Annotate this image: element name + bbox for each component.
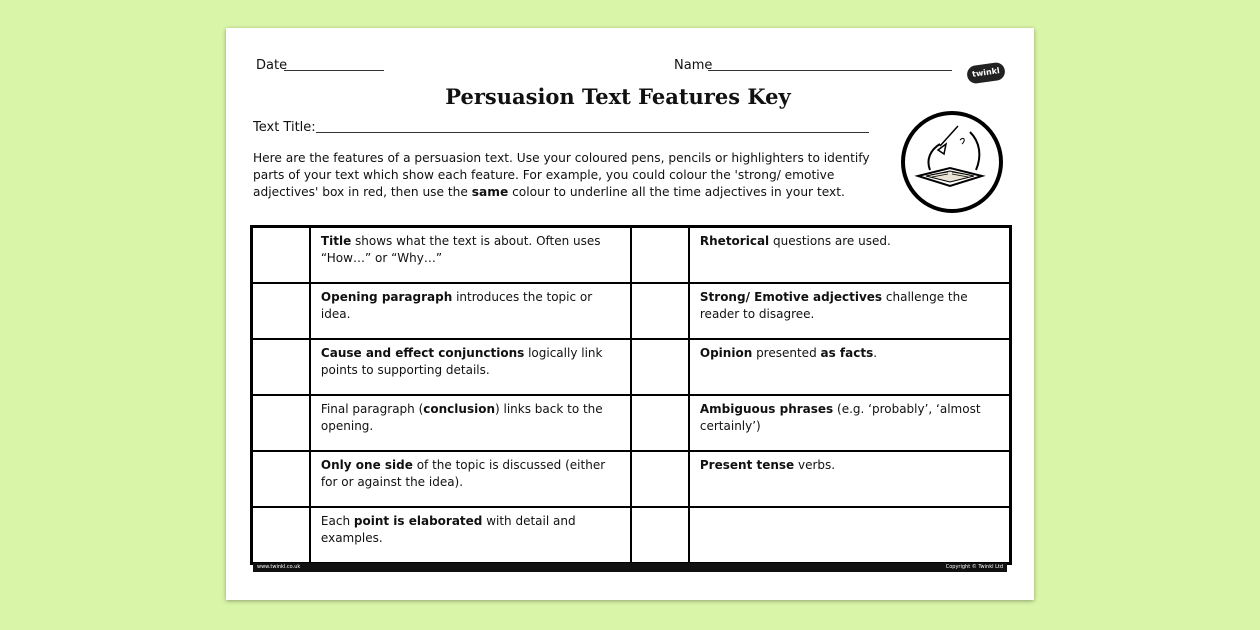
feature-cell: Opinion presented as facts.	[689, 339, 1011, 395]
feature-cell: Each point is elaborated with detail and examples.	[310, 507, 631, 564]
name-line	[708, 70, 952, 71]
twinkl-logo: twinkl	[966, 61, 1006, 84]
intro-paragraph: Here are the features of a persuasion text. Use your coloured pens, pencils or highlighters to identify parts of your text which show each feature. For example, you could colour the 'strong/ emotive adjectives' box in red, then use the same colour to underline all the time adjectives in your text.	[253, 151, 870, 199]
table-row	[252, 283, 1011, 339]
table-row	[252, 507, 1011, 564]
feature-cell: Ambiguous phrases (e.g. ‘probably’, ‘almost certainly’)	[689, 395, 1011, 451]
feature-cell: Present tense verbs.	[689, 451, 1011, 507]
name-label: Name	[674, 58, 713, 73]
reading-book-icon	[900, 110, 1004, 214]
footer-url: www.twinkl.co.uk	[257, 564, 301, 570]
colour-box[interactable]	[252, 395, 310, 451]
table-row	[252, 451, 1011, 507]
footer-bar	[253, 563, 1007, 572]
feature-cell: Title shows what the text is about. Often uses “How…” or “Why…”	[310, 227, 631, 284]
feature-cell: Strong/ Emotive adjectives challenge the reader to disagree.	[689, 283, 1011, 339]
page-title: Persuasion Text Features Key	[445, 84, 791, 109]
colour-box[interactable]	[252, 227, 310, 284]
colour-box[interactable]	[631, 339, 689, 395]
feature-cell: Rhetorical questions are used.	[689, 227, 1011, 284]
colour-box[interactable]	[631, 507, 689, 564]
colour-box[interactable]	[631, 227, 689, 284]
feature-cell: Only one side of the topic is discussed (either for or against the idea).	[310, 451, 631, 507]
colour-box[interactable]	[252, 507, 310, 564]
colour-box[interactable]	[631, 283, 689, 339]
date-label: Date	[256, 58, 288, 73]
colour-box[interactable]	[631, 395, 689, 451]
features-table	[250, 225, 1012, 565]
text-title-label: Text Title:	[253, 120, 316, 135]
table-row	[252, 227, 1011, 284]
date-line	[284, 70, 384, 71]
worksheet-page	[226, 28, 1034, 600]
colour-box[interactable]	[252, 339, 310, 395]
footer-copyright: Copyright © Twinkl Ltd	[945, 564, 1003, 570]
table-row	[252, 339, 1011, 395]
colour-box[interactable]	[252, 451, 310, 507]
feature-cell-empty	[689, 507, 1011, 564]
colour-box[interactable]	[631, 451, 689, 507]
feature-cell: Cause and effect conjunctions logically link points to supporting details.	[310, 339, 631, 395]
table-row	[252, 395, 1011, 451]
feature-cell: Opening paragraph introduces the topic or idea.	[310, 283, 631, 339]
colour-box[interactable]	[252, 283, 310, 339]
text-title-line	[316, 132, 869, 133]
feature-cell: Final paragraph (conclusion) links back to the opening.	[310, 395, 631, 451]
